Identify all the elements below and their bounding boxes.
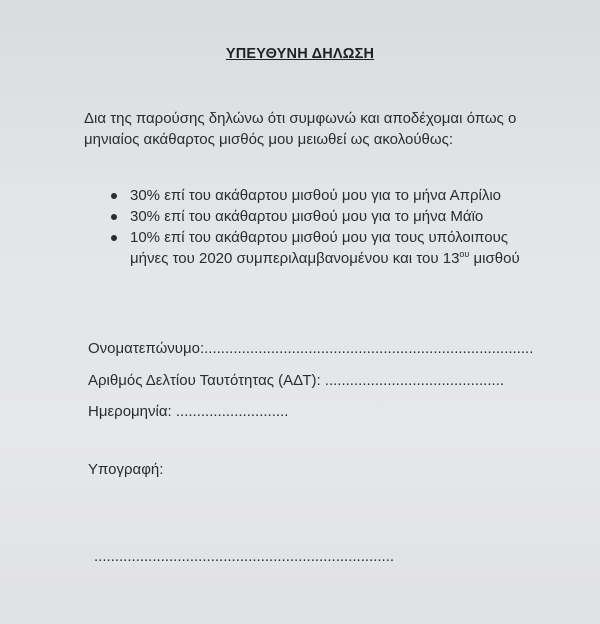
bullet-icon [111, 193, 117, 199]
reduction-list [108, 185, 558, 269]
document-title: ΥΠΕΥΘΥΝΗ ΔΗΛΩΣΗ [225, 46, 375, 62]
list-item [108, 227, 558, 269]
list-item [108, 206, 558, 227]
intro-line-1: Δια της παρούσης δηλώνω ότι συμφωνώ και αποδέχομαι όπως ο [84, 110, 517, 127]
bullet-icon [111, 214, 117, 220]
list-item [108, 185, 558, 206]
list-item-text: 30% επί του ακάθαρτου μισθού μου για το μήνα Μάϊο [130, 208, 484, 225]
continuation-text: μήνες του 2020 συμπεριλαμβανομένου και του 13 [130, 250, 460, 267]
signature-label: Υπογραφή: [88, 461, 164, 478]
id-number-field[interactable]: Αριθμός Δελτίου Ταυτότητας (ΑΔΤ): ........................................... [88, 372, 505, 389]
list-item-text: 10% επί του ακάθαρτου μισθού μου για τους υπόλοιπους [130, 229, 509, 246]
list-item-text: 30% επί του ακάθαρτου μισθού μου για το μήνα Απρίλιο [130, 187, 502, 204]
date-field[interactable]: Ημερομηνία: ........................... [88, 403, 289, 420]
continuation-suffix: μισθού [469, 250, 520, 267]
signature-line[interactable]: ........................................................................ [94, 548, 395, 565]
bullet-icon [111, 235, 117, 241]
intro-line-2: μηνιαίος ακάθαρτος μισθός μου μειωθεί ως ακολούθως: [84, 131, 454, 148]
list-item-continuation [130, 248, 558, 269]
intro-paragraph [84, 108, 554, 150]
ordinal-superscript: ου [459, 249, 470, 259]
name-field[interactable]: Ονοματεπώνυμο:............................................................................... [88, 340, 534, 357]
